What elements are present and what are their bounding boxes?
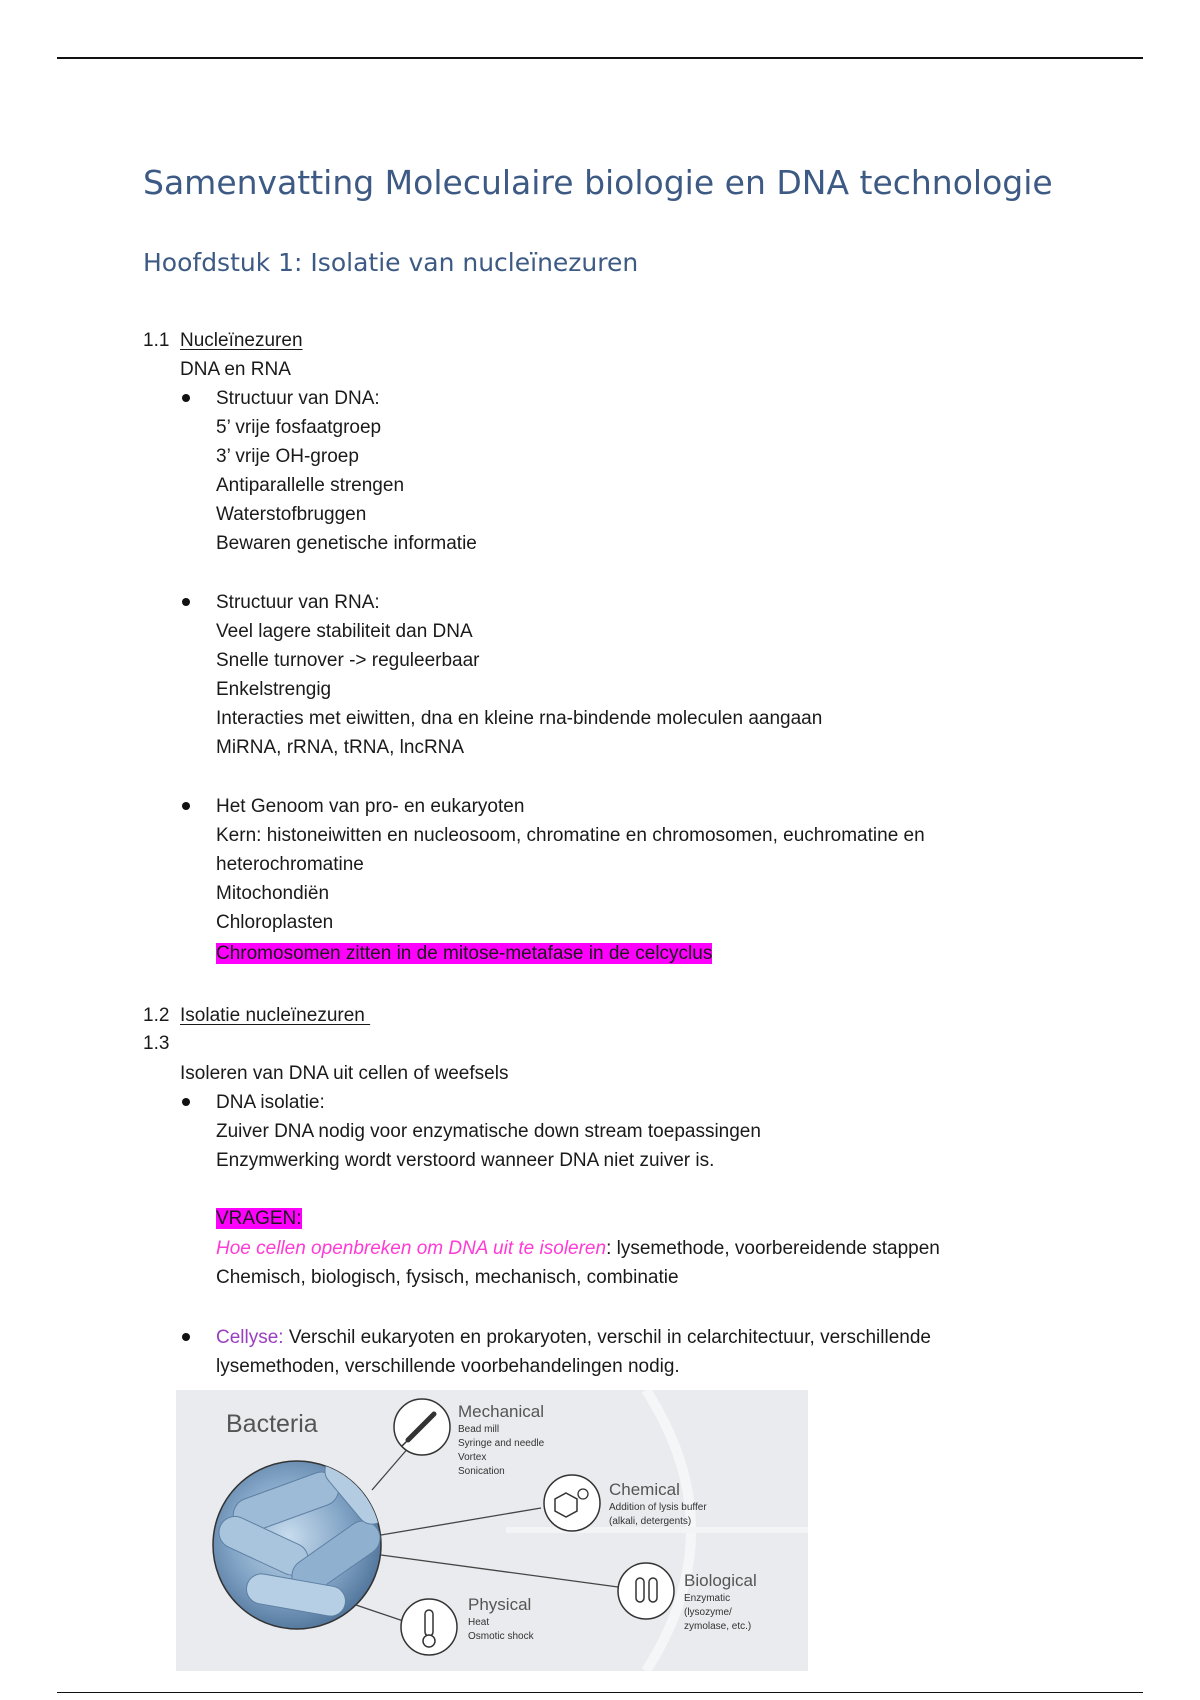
list-item: MiRNA, rRNA, tRNA, lncRNA: [216, 737, 465, 758]
question-text: Hoe cellen openbreken om DNA uit te isoleren: [216, 1238, 607, 1259]
cellyse-text: Verschil eukaryoten en prokaryoten, verschil in celarchitectuur, verschillende: [283, 1327, 931, 1348]
list-item: Enzymwerking wordt verstoord wanneer DNA niet zuiver is.: [216, 1150, 715, 1171]
list-item-label: Structuur van DNA:: [216, 388, 380, 409]
list-item: heterochromatine: [216, 854, 364, 875]
bullet-icon: [182, 1098, 190, 1106]
list-item: Chemisch, biologisch, fysisch, mechanisch, combinatie: [216, 1267, 679, 1288]
bullet-icon: [182, 802, 190, 810]
answer-text: : lysemethode, voorbereidende stappen: [606, 1238, 940, 1259]
list-item: Chloroplasten: [216, 912, 334, 933]
list-item: Interacties met eiwitten, dna en kleine rna-bindende moleculen aangaan: [216, 708, 823, 729]
highlighted-note: [216, 942, 712, 966]
biological-label: Biological: [684, 1571, 757, 1590]
list-item: Antiparallelle strengen: [216, 475, 405, 496]
list-item-label: Het Genoom van pro- en eukaryoten: [216, 796, 525, 817]
list-item: Veel lagere stabiliteit dan DNA: [216, 621, 473, 642]
chemical-icon: [544, 1475, 600, 1531]
section-number: 1.1: [143, 330, 170, 351]
physical-label: Physical: [468, 1595, 532, 1614]
highlight-text: Chromosomen zitten in de mitose-metafase in de celcyclus: [216, 943, 713, 964]
chapter-heading: Hoofdstuk 1: Isolatie van nucleïnezuren: [143, 248, 639, 277]
cellyse-term: Cellyse:: [216, 1327, 284, 1348]
chemical-item: Addition of lysis buffer: [609, 1502, 707, 1513]
question-line: [216, 1237, 940, 1261]
mechanical-label: Mechanical: [458, 1402, 544, 1421]
mechanical-item: Vortex: [458, 1452, 487, 1463]
list-item: Snelle turnover -> reguleerbaar: [216, 650, 480, 671]
list-item: Bewaren genetische informatie: [216, 533, 477, 554]
list-item: lysemethoden, verschillende voorbehandelingen nodig.: [216, 1356, 680, 1377]
list-item: Kern: histoneiwitten en nucleosoom, chromatine en chromosomen, euchromatine en: [216, 825, 925, 846]
bacteria-lysis-figure: [176, 1390, 808, 1671]
chemical-label: Chemical: [609, 1480, 680, 1499]
list-item: Enkelstrengig: [216, 679, 332, 700]
list-item: Waterstofbruggen: [216, 504, 367, 525]
list-item: 5’ vrije fosfaatgroep: [216, 417, 382, 438]
cellyse-line: [216, 1326, 931, 1350]
mechanical-item: Bead mill: [458, 1424, 500, 1435]
section-heading: Isolatie nucleïnezuren: [180, 1005, 371, 1026]
bottom-rule: [57, 1692, 1143, 1693]
figure-title: Bacteria: [226, 1410, 318, 1438]
list-item: Zuiver DNA nodig voor enzymatische down stream toepassingen: [216, 1121, 761, 1142]
questions-highlight: VRAGEN:: [216, 1208, 302, 1229]
section-heading: Nucleïnezuren: [180, 330, 303, 351]
document-title: Samenvatting Moleculaire biologie en DNA technologie: [143, 163, 1053, 202]
bullet-icon: [182, 394, 190, 402]
list-item-label: Structuur van RNA:: [216, 592, 380, 613]
chemical-item: (alkali, detergents): [609, 1516, 692, 1527]
mechanical-item: Sonication: [458, 1466, 505, 1477]
section-number: 1.3: [143, 1033, 170, 1054]
biological-item: (lysozyme/: [684, 1607, 732, 1618]
biological-item: Enzymatic: [684, 1593, 731, 1604]
connector-biological: [381, 1555, 618, 1587]
biological-item: zymolase, etc.): [684, 1621, 752, 1632]
list-item: Mitochondiën: [216, 883, 330, 904]
physical-item: Osmotic shock: [468, 1631, 534, 1642]
physical-item: Heat: [468, 1617, 490, 1628]
section-subheading: DNA en RNA: [180, 359, 291, 380]
list-item-label: DNA isolatie:: [216, 1092, 325, 1113]
questions-label: [216, 1207, 302, 1231]
list-item: 3’ vrije OH-groep: [216, 446, 359, 467]
bullet-icon: [182, 1333, 190, 1341]
bullet-icon: [182, 598, 190, 606]
top-rule: [57, 57, 1143, 59]
section-subheading: Isoleren van DNA uit cellen of weefsels: [180, 1063, 509, 1084]
biological-icon: [618, 1563, 674, 1619]
mechanical-item: Syringe and needle: [458, 1438, 545, 1449]
section-number: 1.2: [143, 1005, 170, 1026]
